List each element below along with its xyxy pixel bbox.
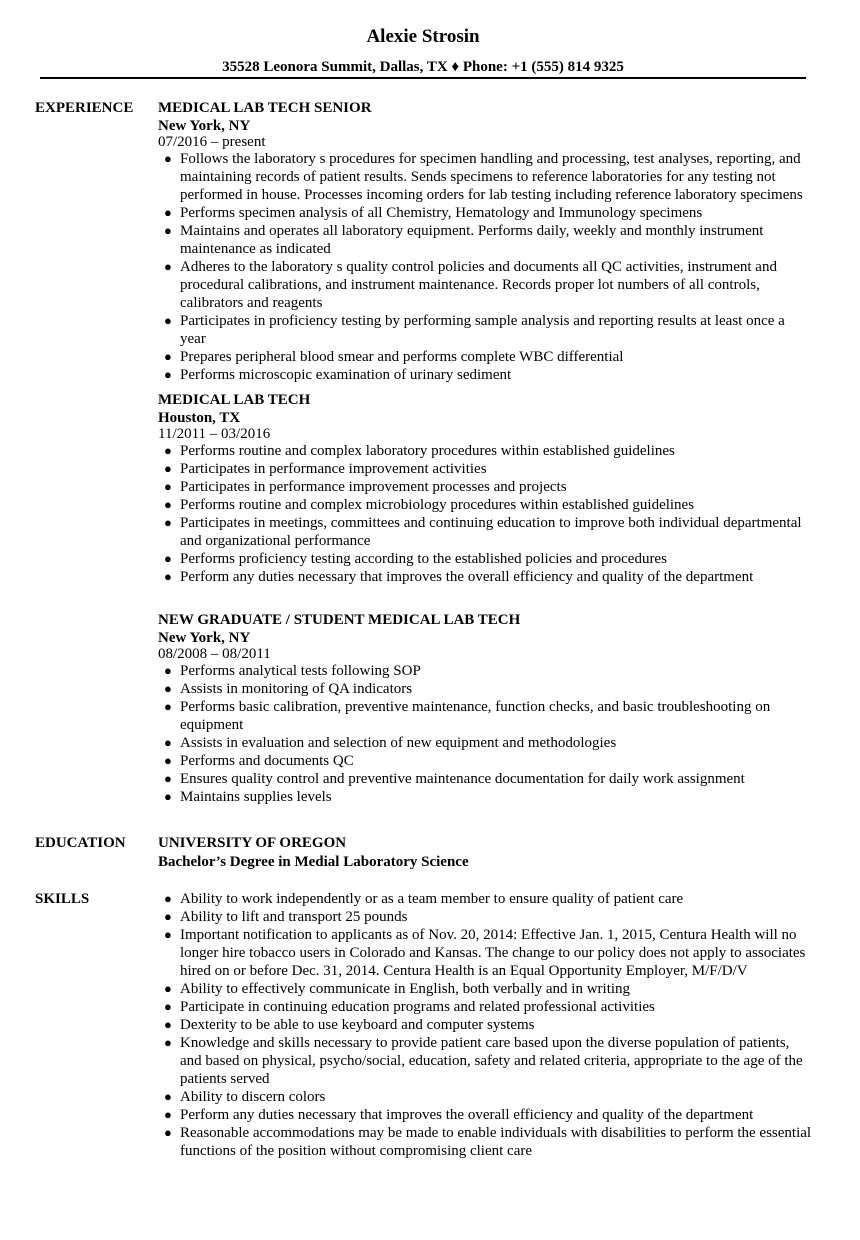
bullet-text: Performs proficiency testing according to the established policies and procedures [180,551,667,567]
bullet-text: Ability to work independently or as a team member to ensure quality of patient care [180,891,684,907]
bullet-text: Knowledge and skills necessary to provide patient care based upon the diverse population of patients, and based on physical, psycho/social, education, safety and related criteria, appropriate to the age of the patients served [180,1035,803,1087]
job-title: NEW GRADUATE / STUDENT MEDICAL LAB TECH [158,612,521,628]
list-item [158,442,814,460]
bullet-icon: ● [164,259,172,274]
bullet-text: Reasonable accommodations may be made to enable individuals with disabilities to perform the essential functions of the position without compromising client care [180,1125,812,1159]
bullet-icon: ● [164,1107,172,1122]
job-title: MEDICAL LAB TECH SENIOR [158,100,372,116]
bullet-text: Dexterity to be able to use keyboard and computer systems [180,1017,535,1033]
bullet-icon: ● [164,891,172,906]
bullet-text: Ability to effectively communicate in English, both verbally and in writing [180,981,631,997]
bullet-icon: ● [164,735,172,750]
job-entry [158,391,814,586]
bullet-text: Participates in performance improvement processes and projects [180,479,567,495]
bullet-text: Performs microscopic examination of urinary sediment [180,367,512,383]
list-item [158,788,814,806]
job-entry [158,99,814,384]
list-item [158,980,814,998]
bullet-icon: ● [164,1089,172,1104]
bullet-text: Important notification to applicants as of Nov. 20, 2014: Effective Jan. 1, 2015, Centura Health will no longer hire tobacco users in Colorado and Kansas. The change to our policy does not apply to associates hired on or before Dec. 31, 2014. Centura Health is an Equal Opportunity Employer, M/F/D/V [180,927,806,979]
bullet-icon: ● [164,1017,172,1032]
bullet-icon: ● [164,367,172,382]
skills-heading: SKILLS [35,891,90,907]
bullet-icon: ● [164,497,172,512]
bullet-icon: ● [164,753,172,768]
list-item [158,222,814,258]
list-item [158,312,814,348]
bullet-icon: ● [164,663,172,678]
list-item [158,1016,814,1034]
experience-heading: EXPERIENCE [35,100,134,116]
bullet-text: Performs specimen analysis of all Chemistry, Hematology and Immunology specimens [180,205,703,221]
bullet-text: Performs analytical tests following SOP [180,663,421,679]
header-divider [40,77,806,79]
list-item [158,998,814,1016]
list-item [158,514,814,550]
bullet-text: Performs and documents QC [180,753,354,769]
bullet-text: Adheres to the laboratory s quality control policies and documents all QC activities, instrument and procedural calibrations, and instrument maintenance. Records proper lot numbers of all controls, calibrators and reagents [180,259,777,311]
list-item [158,890,814,908]
list-item [158,734,814,752]
list-item [158,150,814,204]
bullet-icon: ● [164,681,172,696]
list-item [158,908,814,926]
job-dates: 07/2016 – present [158,134,266,150]
bullet-text: Assists in monitoring of QA indicators [180,681,413,697]
bullet-text: Ability to discern colors [180,1089,326,1105]
bullet-text: Participates in performance improvement activities [180,461,487,477]
bullet-icon: ● [164,461,172,476]
bullet-icon: ● [164,151,172,166]
list-item [158,1034,814,1088]
bullet-icon: ● [164,1125,172,1140]
contact-line: 35528 Leonora Summit, Dallas, TX ♦ Phone: +1 (555) 814 9325 [222,59,624,75]
bullet-text: Prepares peripheral blood smear and performs complete WBC differential [180,349,624,365]
degree-name: Bachelor’s Degree in Medial Laboratory Science [158,854,469,870]
bullet-icon: ● [164,205,172,220]
bullet-text: Ability to lift and transport 25 pounds [180,909,408,925]
skills-entry [158,890,814,1160]
list-item [158,568,814,586]
bullet-text: Performs routine and complex laboratory procedures within established guidelines [180,443,675,459]
list-item [158,770,814,788]
list-item [158,1124,814,1160]
candidate-name: Alexie Strosin [366,26,480,47]
bullet-icon: ● [164,223,172,238]
list-item [158,348,814,366]
bullet-text: Assists in evaluation and selection of new equipment and methodologies [180,735,617,751]
bullet-icon: ● [164,927,172,942]
list-item [158,258,814,312]
bullet-text: Perform any duties necessary that improves the overall efficiency and quality of the department [180,1107,754,1123]
bullet-text: Performs basic calibration, preventive maintenance, function checks, and basic troubleshooting on equipment [180,699,771,733]
bullet-text: Follows the laboratory s procedures for specimen handling and processing, test analyses, reporting, and maintaining records of patient results. Sends specimens to reference laboratories for any testing not performed in house. Processes incoming orders for lab testing including reference laboratory specimens [180,151,803,203]
bullet-icon: ● [164,909,172,924]
job-dates: 08/2008 – 08/2011 [158,646,271,662]
list-item [158,550,814,568]
list-item [158,1106,814,1124]
job-bullet-list [158,442,814,586]
bullet-text: Participates in proficiency testing by performing sample analysis and reporting results at least once a year [180,313,785,347]
bullet-icon: ● [164,789,172,804]
list-item [158,752,814,770]
bullet-icon: ● [164,999,172,1014]
list-item [158,366,814,384]
bullet-icon: ● [164,569,172,584]
bullet-icon: ● [164,699,172,714]
job-entry [158,611,814,806]
job-location: New York, NY [158,630,251,646]
list-item [158,204,814,222]
bullet-icon: ● [164,479,172,494]
bullet-icon: ● [164,443,172,458]
bullet-icon: ● [164,771,172,786]
list-item [158,926,814,980]
list-item [158,478,814,496]
bullet-text: Performs routine and complex microbiology procedures within established guidelines [180,497,695,513]
list-item [158,496,814,514]
job-location: New York, NY [158,118,251,134]
bullet-icon: ● [164,349,172,364]
bullet-icon: ● [164,515,172,530]
bullet-text: Maintains supplies levels [180,789,332,805]
education-heading: EDUCATION [35,835,126,851]
job-title: MEDICAL LAB TECH [158,392,311,408]
job-bullet-list [158,150,814,384]
education-entry [158,833,814,871]
bullet-icon: ● [164,551,172,566]
bullet-text: Participates in meetings, committees and continuing education to improve both individual departmental and organizational performance [180,515,802,549]
skills-bullet-list [158,890,814,1160]
job-location: Houston, TX [158,410,241,426]
list-item [158,698,814,734]
job-bullet-list [158,662,814,806]
bullet-text: Ensures quality control and preventive maintenance documentation for daily work assignment [180,771,745,787]
list-item [158,1088,814,1106]
school-name: UNIVERSITY OF OREGON [158,835,347,851]
bullet-text: Perform any duties necessary that improves the overall efficiency and quality of the department [180,569,754,585]
bullet-text: Participate in continuing education programs and related professional activities [180,999,655,1015]
list-item [158,680,814,698]
bullet-icon: ● [164,313,172,328]
bullet-icon: ● [164,981,172,996]
list-item [158,460,814,478]
list-item [158,662,814,680]
job-dates: 11/2011 – 03/2016 [158,426,271,442]
bullet-text: Maintains and operates all laboratory equipment. Performs daily, weekly and monthly instrument maintenance as indicated [180,223,764,257]
bullet-icon: ● [164,1035,172,1050]
